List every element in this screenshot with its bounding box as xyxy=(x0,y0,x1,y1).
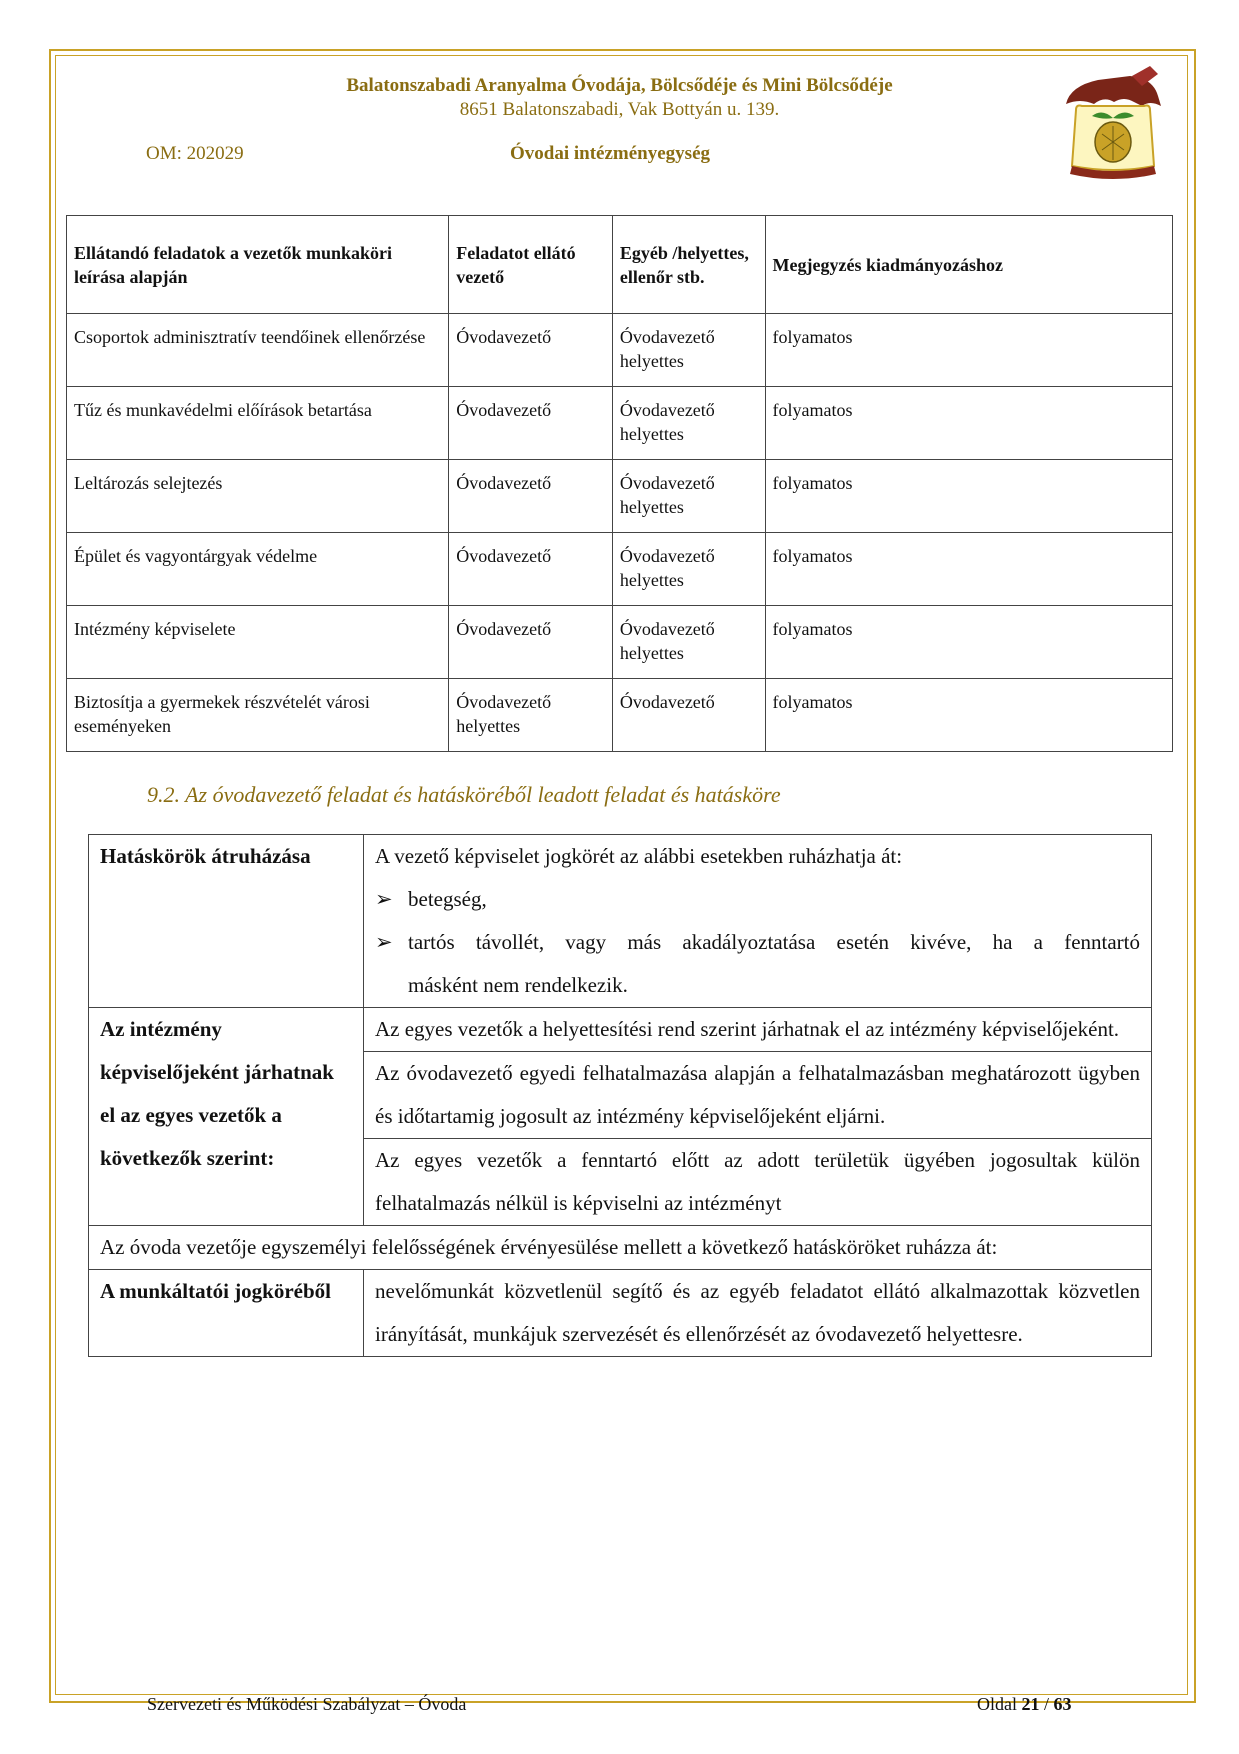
table-cell: Óvodavezető helyettes xyxy=(612,533,765,606)
institution-address: 8651 Balatonszabadi, Vak Bottyán u. 139. xyxy=(459,99,780,120)
footer-page-number xyxy=(977,1694,1072,1715)
table-row xyxy=(67,314,1173,387)
list-item-text-continued: másként nem rendelkezik. xyxy=(408,973,628,997)
table-cell: folyamatos xyxy=(765,314,1173,387)
duties-table xyxy=(66,215,1173,752)
table-cell: Intézmény képviselete xyxy=(67,606,449,679)
column-header: Feladatot ellátó vezető xyxy=(449,216,613,314)
page-label: Oldal xyxy=(977,1694,1017,1714)
table-cell: Leltározás selejtezés xyxy=(67,460,449,533)
table-cell: Óvodavezető xyxy=(449,606,613,679)
table-cell xyxy=(364,835,1152,1008)
table-cell: folyamatos xyxy=(765,460,1173,533)
page-current: 21 xyxy=(1021,1694,1040,1714)
column-header: Megjegyzés kiadmányozáshoz xyxy=(765,216,1173,314)
table-cell: Az óvoda vezetője egyszemélyi felelősségének érvényesülése mellett a következő hatásköröket ruházza át: xyxy=(89,1226,1152,1270)
table-cell: Az óvodavezető egyedi felhatalmazása alapján a felhatalmazásban meghatározott ügyben és időtartamig jogosult az intézmény képviselőjeként eljárni. xyxy=(364,1052,1152,1139)
unit-name: Óvodai intézményegység xyxy=(510,143,711,164)
table-header-row xyxy=(67,216,1173,314)
table-cell: folyamatos xyxy=(765,387,1173,460)
table-cell: Óvodavezető xyxy=(449,460,613,533)
table-row xyxy=(67,606,1173,679)
table-cell: Épület és vagyontárgyak védelme xyxy=(67,533,449,606)
table-cell: nevelőmunkát közvetlenül segítő és az egyéb feladatot ellátó alkalmazottak közvetlen irányítását, munkájuk szervezését és ellenőrzését az óvodavezető helyettesre. xyxy=(364,1270,1152,1357)
table-cell: Óvodavezető xyxy=(612,679,765,752)
table-row xyxy=(67,533,1173,606)
table-cell: folyamatos xyxy=(765,679,1173,752)
table-cell: Óvodavezető xyxy=(449,314,613,387)
list-item-text: tartós távollét, vagy más akadályoztatása esetén kivéve, ha a fenntartó xyxy=(408,930,1140,954)
arrow-bullet-icon: ➢ xyxy=(375,887,393,911)
row-label: A munkáltatói jogköréből xyxy=(89,1270,364,1357)
table-row xyxy=(89,835,1152,1008)
table-row xyxy=(67,460,1173,533)
apple-bell-logo-icon xyxy=(1058,66,1168,184)
table-row xyxy=(89,1008,1152,1052)
table-cell: Az egyes vezetők a helyettesítési rend szerint járhatnak el az intézmény képviselőjeként. xyxy=(364,1008,1152,1052)
table-cell: Óvodavezető helyettes xyxy=(612,460,765,533)
table-cell: folyamatos xyxy=(765,533,1173,606)
section-heading: 9.2. Az óvodavezető feladat és hatásköréből leadott feladat és hatásköre xyxy=(147,782,781,807)
list-item xyxy=(375,921,1140,964)
table-cell: Óvodavezető xyxy=(449,387,613,460)
table-cell: Tűz és munkavédelmi előírások betartása xyxy=(67,387,449,460)
list-item xyxy=(375,878,1140,921)
table-cell: Óvodavezető helyettes xyxy=(612,606,765,679)
arrow-bullet-icon: ➢ xyxy=(375,930,393,954)
footer-document-title: Szervezeti és Működési Szabályzat – Óvoda xyxy=(147,1694,467,1714)
table-row xyxy=(67,679,1173,752)
list-item-text: betegség, xyxy=(408,887,487,911)
table-cell: Az egyes vezetők a fenntartó előtt az adott területük ügyében jogosultak külön felhatalmazás nélkül is képviselni az intézményt xyxy=(364,1139,1152,1226)
table-row xyxy=(89,1226,1152,1270)
page-total: 63 xyxy=(1053,1694,1072,1714)
table-cell: Óvodavezető helyettes xyxy=(612,314,765,387)
delegation-table xyxy=(88,834,1152,1357)
institution-name: Balatonszabadi Aranyalma Óvodája, Bölcsődéje és Mini Bölcsődéje xyxy=(346,75,893,96)
om-number: OM: 202029 xyxy=(146,143,244,164)
table-cell: Óvodavezető helyettes xyxy=(612,387,765,460)
cell-text: A vezető képviselet jogkörét az alábbi esetekben ruházhatja át: xyxy=(375,844,903,868)
column-header: Egyéb /helyettes, ellenőr stb. xyxy=(612,216,765,314)
row-label: Az intézmény képviselőjeként járhatnak el az egyes vezetők a következők szerint: xyxy=(89,1008,364,1226)
table-cell: Biztosítja a gyermekek részvételét városi eseményeken xyxy=(67,679,449,752)
page-separator: / xyxy=(1039,1694,1054,1714)
table-cell: Óvodavezető xyxy=(449,533,613,606)
column-header: Ellátandó feladatok a vezetők munkaköri leírása alapján xyxy=(67,216,449,314)
table-cell: Óvodavezető helyettes xyxy=(449,679,613,752)
table-cell: Csoportok adminisztratív teendőinek ellenőrzése xyxy=(67,314,449,387)
row-label: Hatáskörök átruházása xyxy=(89,835,364,1008)
table-cell: folyamatos xyxy=(765,606,1173,679)
table-row xyxy=(89,1270,1152,1357)
table-row xyxy=(67,387,1173,460)
